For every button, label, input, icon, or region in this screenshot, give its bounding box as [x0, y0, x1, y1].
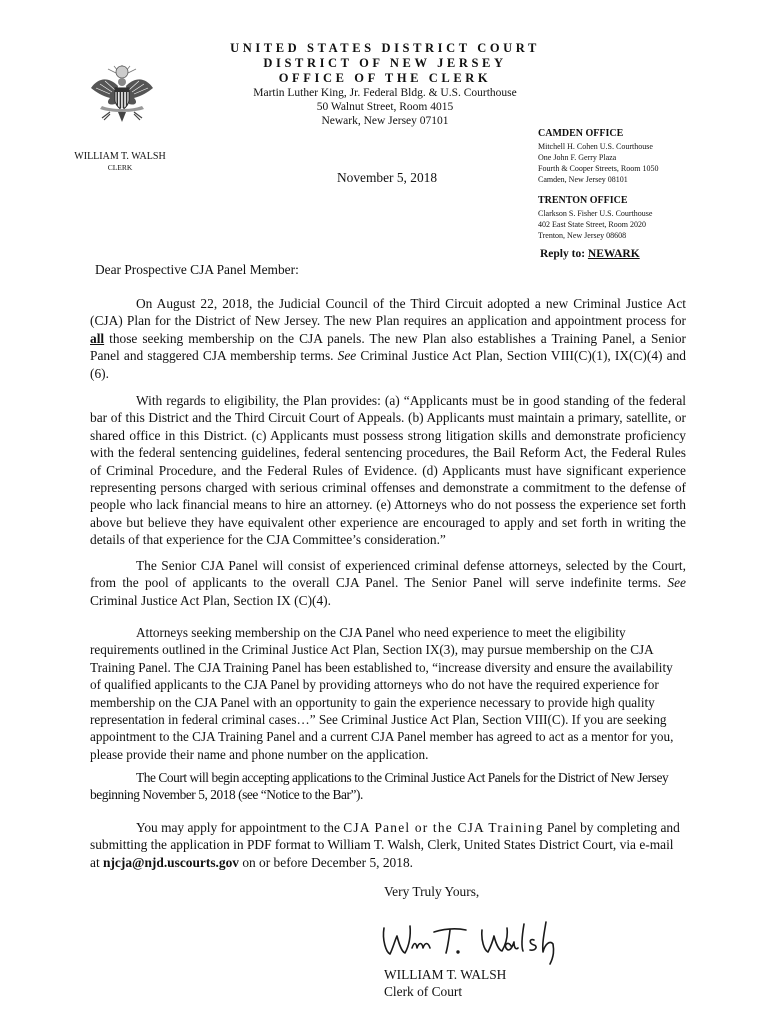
district-name: DISTRICT OF NEW JERSEY — [263, 56, 507, 70]
court-name: UNITED STATES DISTRICT COURT — [230, 41, 540, 55]
trenton-line: Trenton, New Jersey 08608 — [538, 231, 627, 240]
p6-text-c: on or before December 5, 2018. — [238, 854, 413, 870]
p3-text-b: Criminal Justice Act Plan, Section IX (C)(4). — [90, 592, 331, 608]
p1-text-a: On August 22, 2018, the Judicial Council of the Third Circuit adopted a new Criminal Justice Act (CJA) Plan for the District of New Jersey. The new Plan requires an application and appointment process for — [90, 296, 686, 329]
paragraph-how-to-apply — [90, 819, 686, 871]
p3-see: See — [667, 575, 686, 591]
camden-line: Mitchell H. Cohen U.S. Courthouse — [538, 142, 653, 151]
camden-line: One John F. Gerry Plaza — [538, 153, 617, 162]
p1-text-b: those seeking membership on the CJA panels. The new Plan also establishes a Training Panel, a Senior Panel and staggered CJA membership terms. — [90, 330, 686, 364]
reply-to — [540, 248, 640, 260]
signer-title: Clerk of Court — [384, 984, 463, 999]
clerk-name: WILLIAM T. WALSH — [74, 151, 166, 162]
office-name: OFFICE OF THE CLERK — [278, 71, 492, 85]
camden-office-title: CAMDEN OFFICE — [538, 128, 624, 139]
clerk-title: CLERK — [107, 163, 133, 172]
p3-text-a: The Senior CJA Panel will consist of experienced criminal defense attorneys, selected by the Court, from the pool of applicants to the overall CJA Panel. The Senior Panel will serve indefinite terms. — [90, 558, 686, 591]
camden-line: Fourth & Cooper Streets, Room 1050 — [538, 164, 659, 173]
p6-cja-training: CJA Training — [457, 820, 544, 835]
paragraph-training-panel: Attorneys seeking membership on the CJA Panel who need experience to meet the eligibility requirements outlined in the Criminal Justice Act Plan, Section IX(3), may pursue membership on the CJA Training Panel. The CJA Training Panel has been established to, “increase diversity and ensure the availability of qualified applicants to the CJA Panel by providing attorneys who do not have the required experience for membership on the CJA Panel with an opportunity to gain the experience necessary to provide high quality representation in federal criminal cases…” See Criminal Justice Act Plan, Section VIII(C). If you are seeking appointment to the CJA Training Panel and a current CJA Panel member has agreed to act as a mentor for you, please provide their name and phone number on the application. — [90, 625, 674, 762]
paragraph-eligibility: With regards to eligibility, the Plan provides: (a) “Applicants must be in good standing of the federal bar of this District and the Third Circuit Court of Appeals. (b) Applicants must maintain a primary, satellite, or shared office in this District. (c) Applicants must possess strong litigation skills and demonstrate proficiency with the federal sentencing guidelines, federal sentencing procedures, the Bail Reform Act, the Federal Rules of Criminal Procedure, and the Federal Rules of Evidence. (d) Applicants must have significant experience representing persons charged with serious criminal offenses and demonstrate a commitment to the defense of people who lack financial means to hire an attorney. (e) Attorneys who do not possess the experience set forth above but believe they have equivalent other experience are encouraged to apply and set forth in writing the details of that experience for the CJA Committee’s consideration.” — [90, 393, 686, 548]
p1-emphasis-all: all — [90, 330, 105, 346]
paragraph-accepting-applications: The Court will begin accepting applications to the Criminal Justice Act Panels for the District of New Jersey beginning November 5, 2018 (see “Notice to the Bar”). — [90, 770, 669, 803]
paragraph-senior-panel — [90, 557, 686, 609]
closing: Very Truly Yours, — [384, 884, 480, 899]
signer-name: WILLIAM T. WALSH — [384, 967, 507, 982]
trenton-line: 402 East State Street, Room 2020 — [538, 220, 646, 229]
p6-or: or the — [410, 820, 458, 835]
street-address: 50 Walnut Street, Room 4015 — [316, 101, 454, 113]
p1-see: See — [337, 348, 357, 364]
handwritten-signature — [378, 918, 588, 966]
trenton-line: Clarkson S. Fisher U.S. Courthouse — [538, 209, 653, 218]
p1-text-c: Criminal Justice Act Plan, Section VIII(C)(1), IX(C)(4) and (6). — [90, 348, 686, 381]
reply-to-label: Reply to: — [540, 248, 588, 260]
building-address: Martin Luther King, Jr. Federal Bldg. & U.S. Courthouse — [253, 87, 517, 99]
p6-cja-panel: CJA Panel — [343, 820, 411, 835]
salutation: Dear Prospective CJA Panel Member: — [95, 262, 299, 277]
city-address: Newark, New Jersey 07101 — [321, 115, 449, 127]
p6-text-a: You may apply for appointment to the — [136, 820, 344, 835]
camden-line: Camden, New Jersey 08101 — [538, 175, 628, 184]
p6-text-b: Panel by completing and submitting the application in PDF format to William T. Walsh, Clerk, United States District Court, via e-mail at — [90, 820, 680, 870]
paragraph-plan-adoption — [90, 295, 686, 382]
email-address: njcja@njd.uscourts.gov — [103, 854, 239, 870]
letter-date: November 5, 2018 — [337, 170, 438, 185]
reply-to-office: NEWARK — [587, 248, 640, 260]
trenton-office-title: TRENTON OFFICE — [538, 195, 628, 206]
